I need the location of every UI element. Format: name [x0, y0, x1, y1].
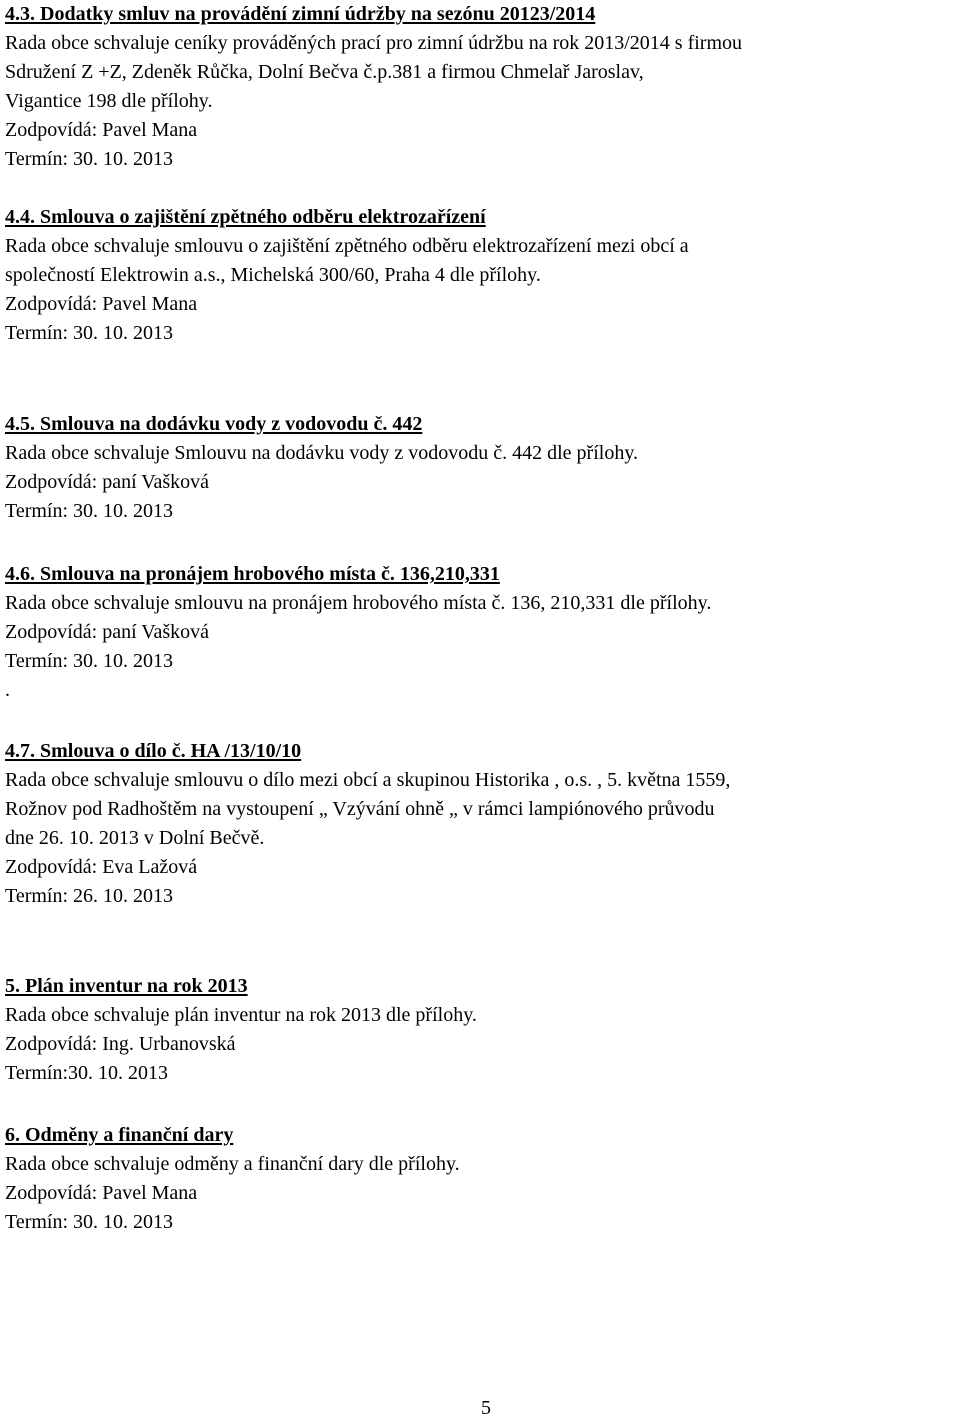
deadline-line: Termín:30. 10. 2013 — [5, 1062, 169, 1084]
section-4-5 — [5, 410, 950, 526]
paragraph-line: Rada obce schvaluje plán inventur na rok 2013 dle přílohy. — [5, 1004, 477, 1026]
deadline-line: Termín: 30. 10. 2013 — [5, 650, 174, 672]
paragraph-line: Rožnov pod Radhoštěm na vystoupení „ Vzývání ohně „ v rámci lampiónového průvodu — [5, 798, 715, 820]
responsible-line: Zodpovídá: Pavel Mana — [5, 1182, 198, 1204]
section-heading: 6. Odměny a finanční dary — [5, 1124, 234, 1146]
paragraph-line: Sdružení Z +Z, Zdeněk Růčka, Dolní Bečva č.p.381 a firmou Chmelař Jaroslav, — [5, 61, 644, 83]
trailing-dot: . — [5, 679, 10, 701]
section-heading: 4.3. Dodatky smluv na provádění zimní údržby na sezónu 20123/2014 — [5, 3, 596, 25]
paragraph-line: Rada obce schvaluje Smlouvu na dodávku vody z vodovodu č. 442 dle přílohy. — [5, 442, 639, 464]
section-heading: 4.5. Smlouva na dodávku vody z vodovodu č. 442 — [5, 413, 423, 435]
section-heading: 4.4. Smlouva o zajištění zpětného odběru elektrozařízení — [5, 206, 486, 228]
section-heading: 5. Plán inventur na rok 2013 — [5, 975, 248, 997]
responsible-line: Zodpovídá: Ing. Urbanovská — [5, 1033, 236, 1055]
paragraph-line: Rada obce schvaluje ceníky prováděných prací pro zimní údržbu na rok 2013/2014 s firmou — [5, 32, 743, 54]
paragraph-line: Rada obce schvaluje smlouvu o dílo mezi obcí a skupinou Historika , o.s. , 5. května 1559, — [5, 769, 731, 791]
section-4-4 — [5, 203, 950, 348]
page-number: 5 — [481, 1397, 491, 1419]
section-heading: 4.7. Smlouva o dílo č. HA /13/10/10 — [5, 740, 302, 762]
section-5 — [5, 972, 950, 1088]
deadline-line: Termín: 26. 10. 2013 — [5, 885, 174, 907]
deadline-line: Termín: 30. 10. 2013 — [5, 148, 174, 170]
paragraph-line: Rada obce schvaluje smlouvu o zajištění zpětného odběru elektrozařízení mezi obcí a — [5, 235, 689, 257]
paragraph-line: společností Elektrowin a.s., Michelská 300/60, Praha 4 dle přílohy. — [5, 264, 541, 286]
paragraph-line: dne 26. 10. 2013 v Dolní Bečvě. — [5, 827, 265, 849]
responsible-line: Zodpovídá: paní Vašková — [5, 471, 210, 493]
responsible-line: Zodpovídá: Pavel Mana — [5, 293, 198, 315]
deadline-line: Termín: 30. 10. 2013 — [5, 322, 174, 344]
responsible-line: Zodpovídá: Pavel Mana — [5, 119, 198, 141]
responsible-line: Zodpovídá: Eva Lažová — [5, 856, 198, 878]
section-6 — [5, 1121, 950, 1237]
section-4-3 — [5, 0, 950, 174]
deadline-line: Termín: 30. 10. 2013 — [5, 1211, 174, 1233]
paragraph-line: Rada obce schvaluje odměny a finanční dary dle přílohy. — [5, 1153, 460, 1175]
section-heading: 4.6. Smlouva na pronájem hrobového místa č. 136,210,331 — [5, 563, 500, 585]
deadline-line: Termín: 30. 10. 2013 — [5, 500, 174, 522]
paragraph-line: Rada obce schvaluje smlouvu na pronájem hrobového místa č. 136, 210,331 dle přílohy. — [5, 592, 712, 614]
section-4-6 — [5, 560, 950, 705]
section-4-7 — [5, 737, 950, 911]
paragraph-line: Vigantice 198 dle přílohy. — [5, 90, 213, 112]
responsible-line: Zodpovídá: paní Vašková — [5, 621, 210, 643]
